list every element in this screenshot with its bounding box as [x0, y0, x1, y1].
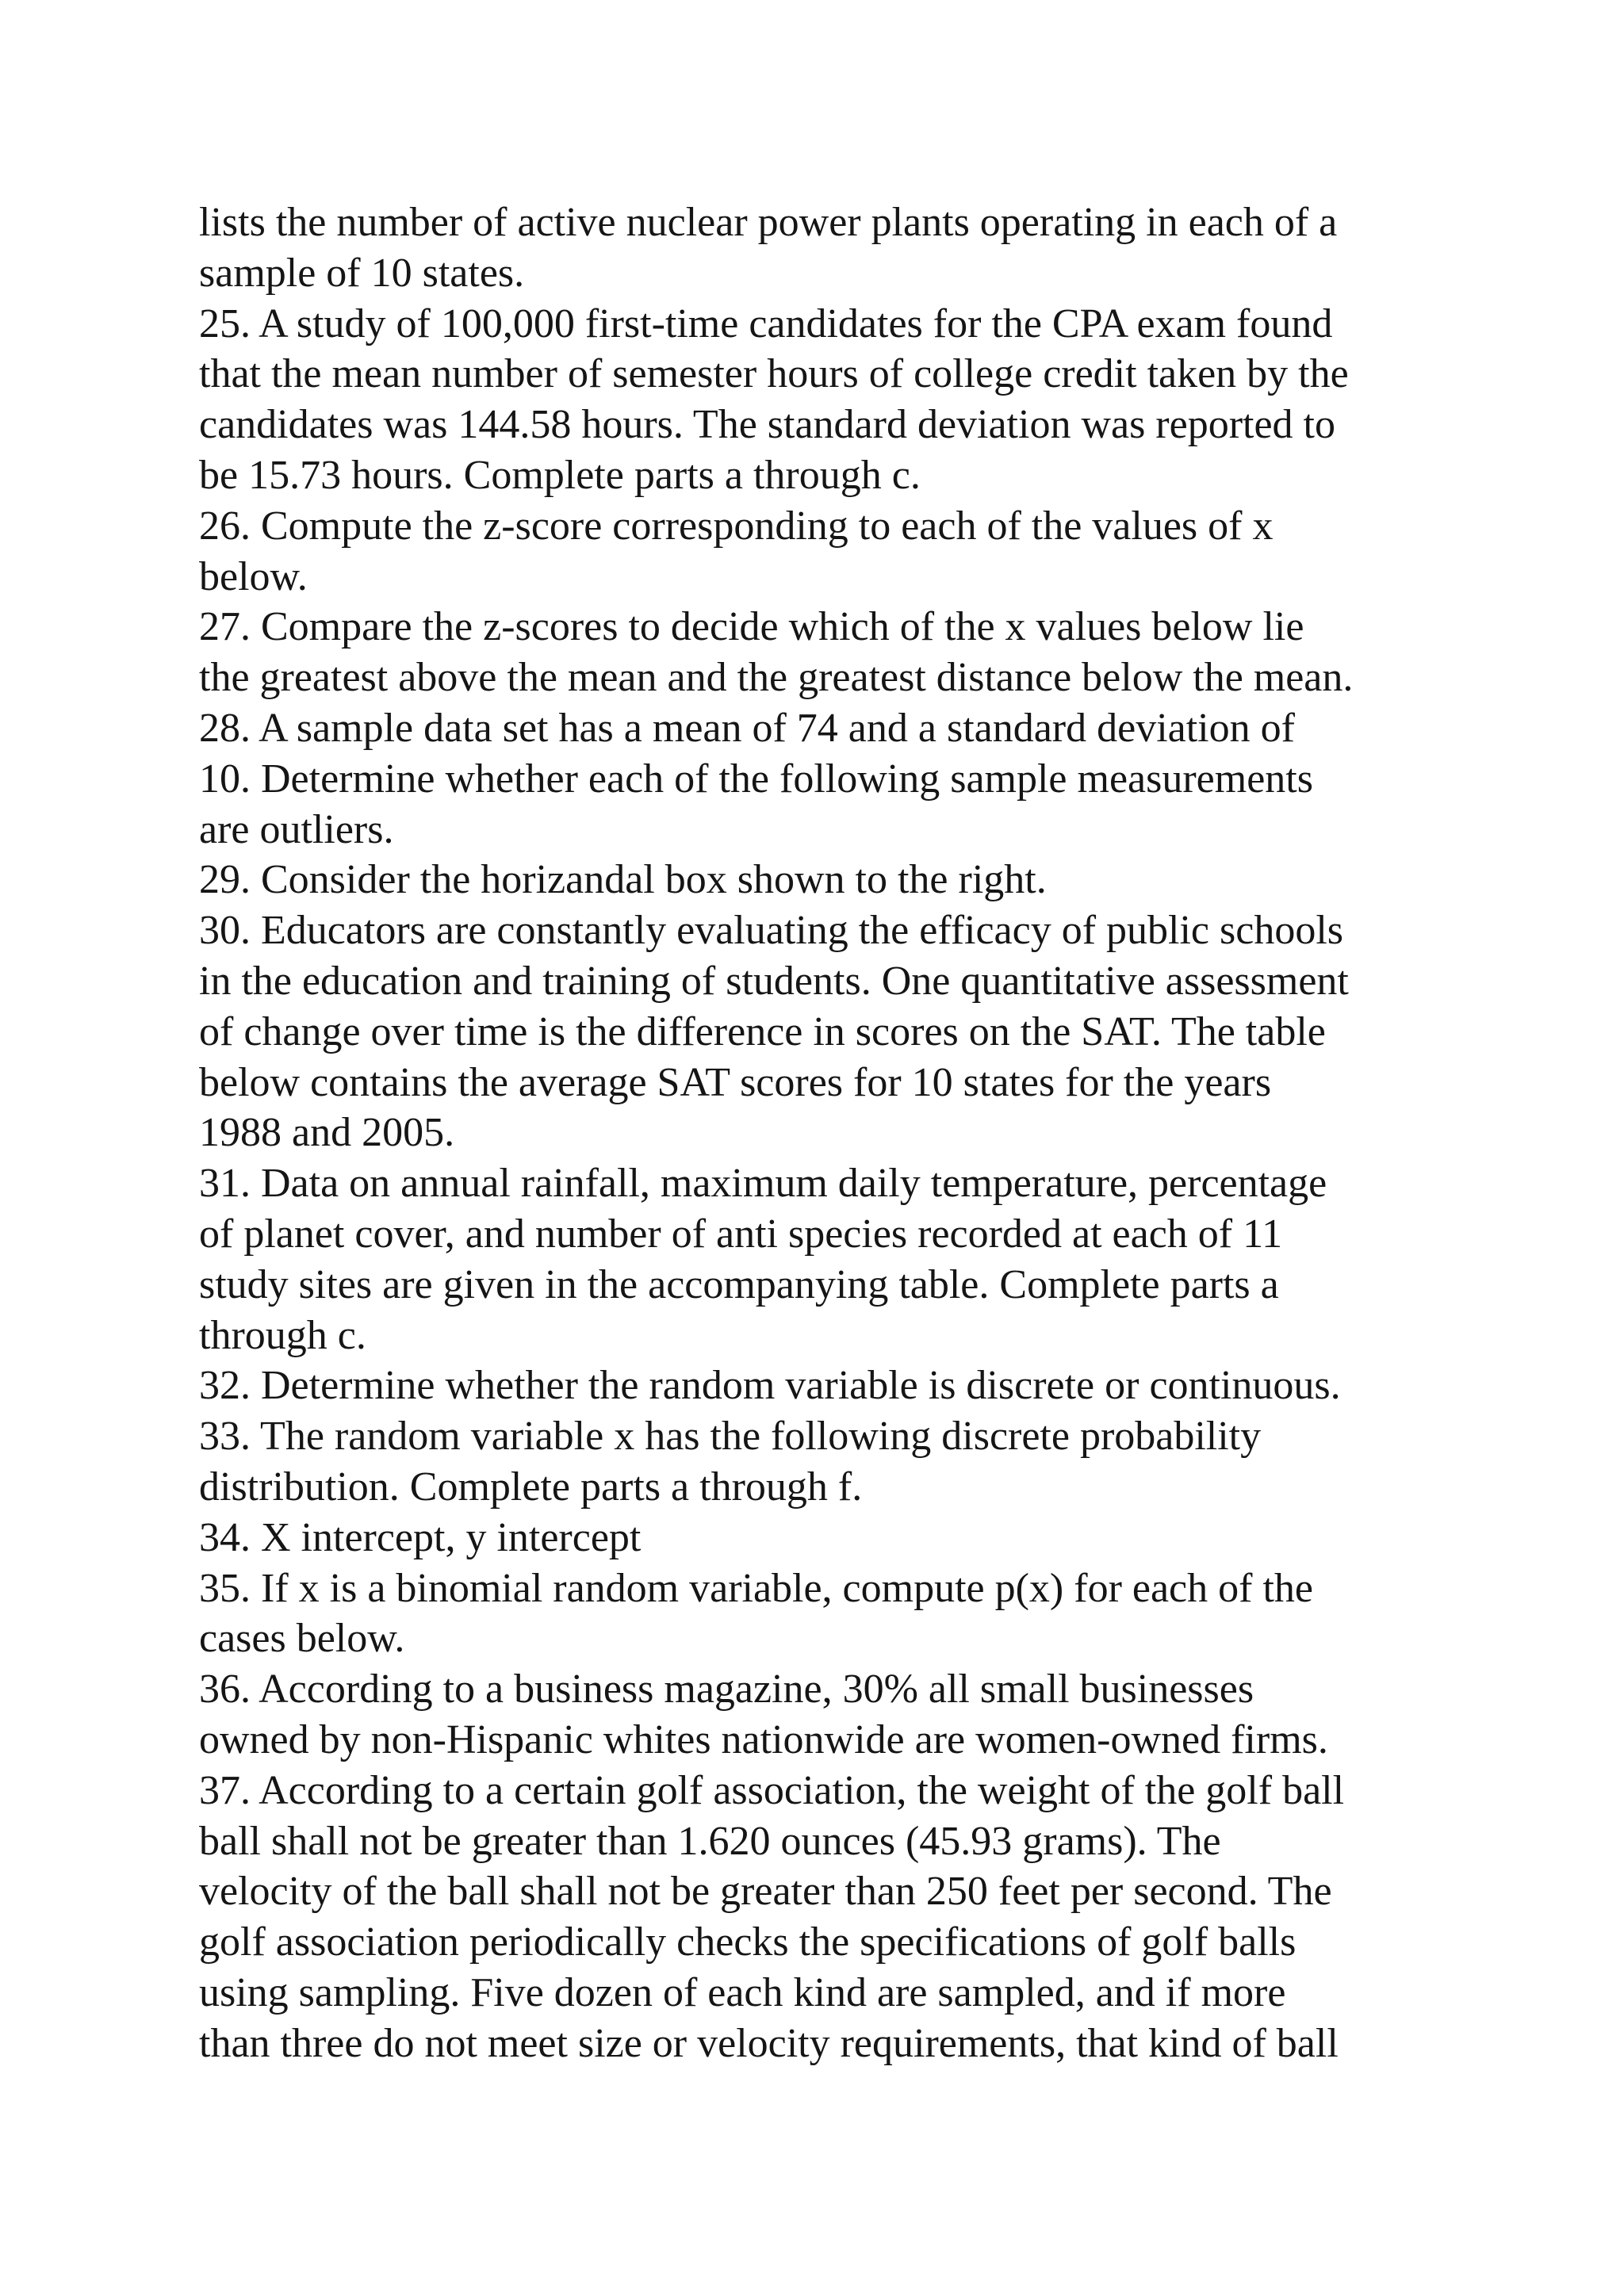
text-line: of planet cover, and number of anti species recorded at each of 11	[199, 1211, 1283, 1257]
text-line: below contains the average SAT scores for 10 states for the years	[199, 1059, 1272, 1105]
text-line: velocity of the ball shall not be greater than 250 feet per second. The	[199, 1869, 1332, 1915]
text-line: 35. If x is a binomial random variable, compute p(x) for each of the	[199, 1565, 1313, 1611]
text-line: 32. Determine whether the random variable is discrete or continuous.	[199, 1363, 1341, 1409]
text-line: 1988 and 2005.	[199, 1110, 455, 1156]
text-line: 28. A sample data set has a mean of 74 and a standard deviation of	[199, 705, 1295, 751]
text-line: owned by non-Hispanic whites nationwide are women-owned firms.	[199, 1716, 1328, 1762]
text-line: candidates was 144.58 hours. The standard deviation was reported to	[199, 402, 1335, 448]
text-line: 25. A study of 100,000 first-time candidates for the CPA exam found	[199, 300, 1333, 346]
text-line: 27. Compare the z-scores to decide which of the x values below lie	[199, 604, 1304, 650]
text-line: sample of 10 states.	[199, 250, 525, 296]
text-line: golf association periodically checks the specifications of golf balls	[199, 1919, 1297, 1965]
text-line: 10. Determine whether each of the following sample measurements	[199, 756, 1313, 802]
text-line: lists the number of active nuclear power plants operating in each of a	[199, 200, 1338, 245]
text-line: through c.	[199, 1312, 366, 1358]
text-line: 30. Educators are constantly evaluating the efficacy of public schools	[199, 908, 1343, 954]
text-line: below.	[199, 553, 308, 599]
text-line: 37. According to a certain golf association, the weight of the golf ball	[199, 1767, 1345, 1813]
text-line: ball shall not be greater than 1.620 ounces (45.93 grams). The	[199, 1818, 1221, 1864]
text-line: 36. According to a business magazine, 30% all small businesses	[199, 1667, 1254, 1712]
text-line: 26. Compute the z-score corresponding to each of the values of x	[199, 503, 1274, 549]
text-line: 33. The random variable x has the following discrete probability	[199, 1414, 1262, 1460]
text-column	[199, 197, 1436, 2068]
text-line: 31. Data on annual rainfall, maximum daily temperature, percentage	[199, 1161, 1327, 1207]
text-line: in the education and training of students. One quantitative assessment	[199, 958, 1349, 1004]
text-line: cases below.	[199, 1616, 405, 1662]
text-line: distribution. Complete parts a through f.	[199, 1464, 863, 1510]
text-line: using sampling. Five dozen of each kind are sampled, and if more	[199, 1969, 1286, 2015]
text-line: the greatest above the mean and the greatest distance below the mean.	[199, 655, 1354, 701]
text-line: are outliers.	[199, 806, 394, 852]
text-line: than three do not meet size or velocity requirements, that kind of ball	[199, 2020, 1339, 2066]
text-line: study sites are given in the accompanying table. Complete parts a	[199, 1261, 1279, 1307]
text-line: of change over time is the difference in scores on the SAT. The table	[199, 1008, 1326, 1054]
text-line: be 15.73 hours. Complete parts a through c.	[199, 452, 921, 498]
text-line: 34. X intercept, y intercept	[199, 1514, 642, 1560]
text-line: 29. Consider the horizandal box shown to the right.	[199, 857, 1047, 903]
text-line: that the mean number of semester hours of college credit taken by the	[199, 351, 1349, 397]
